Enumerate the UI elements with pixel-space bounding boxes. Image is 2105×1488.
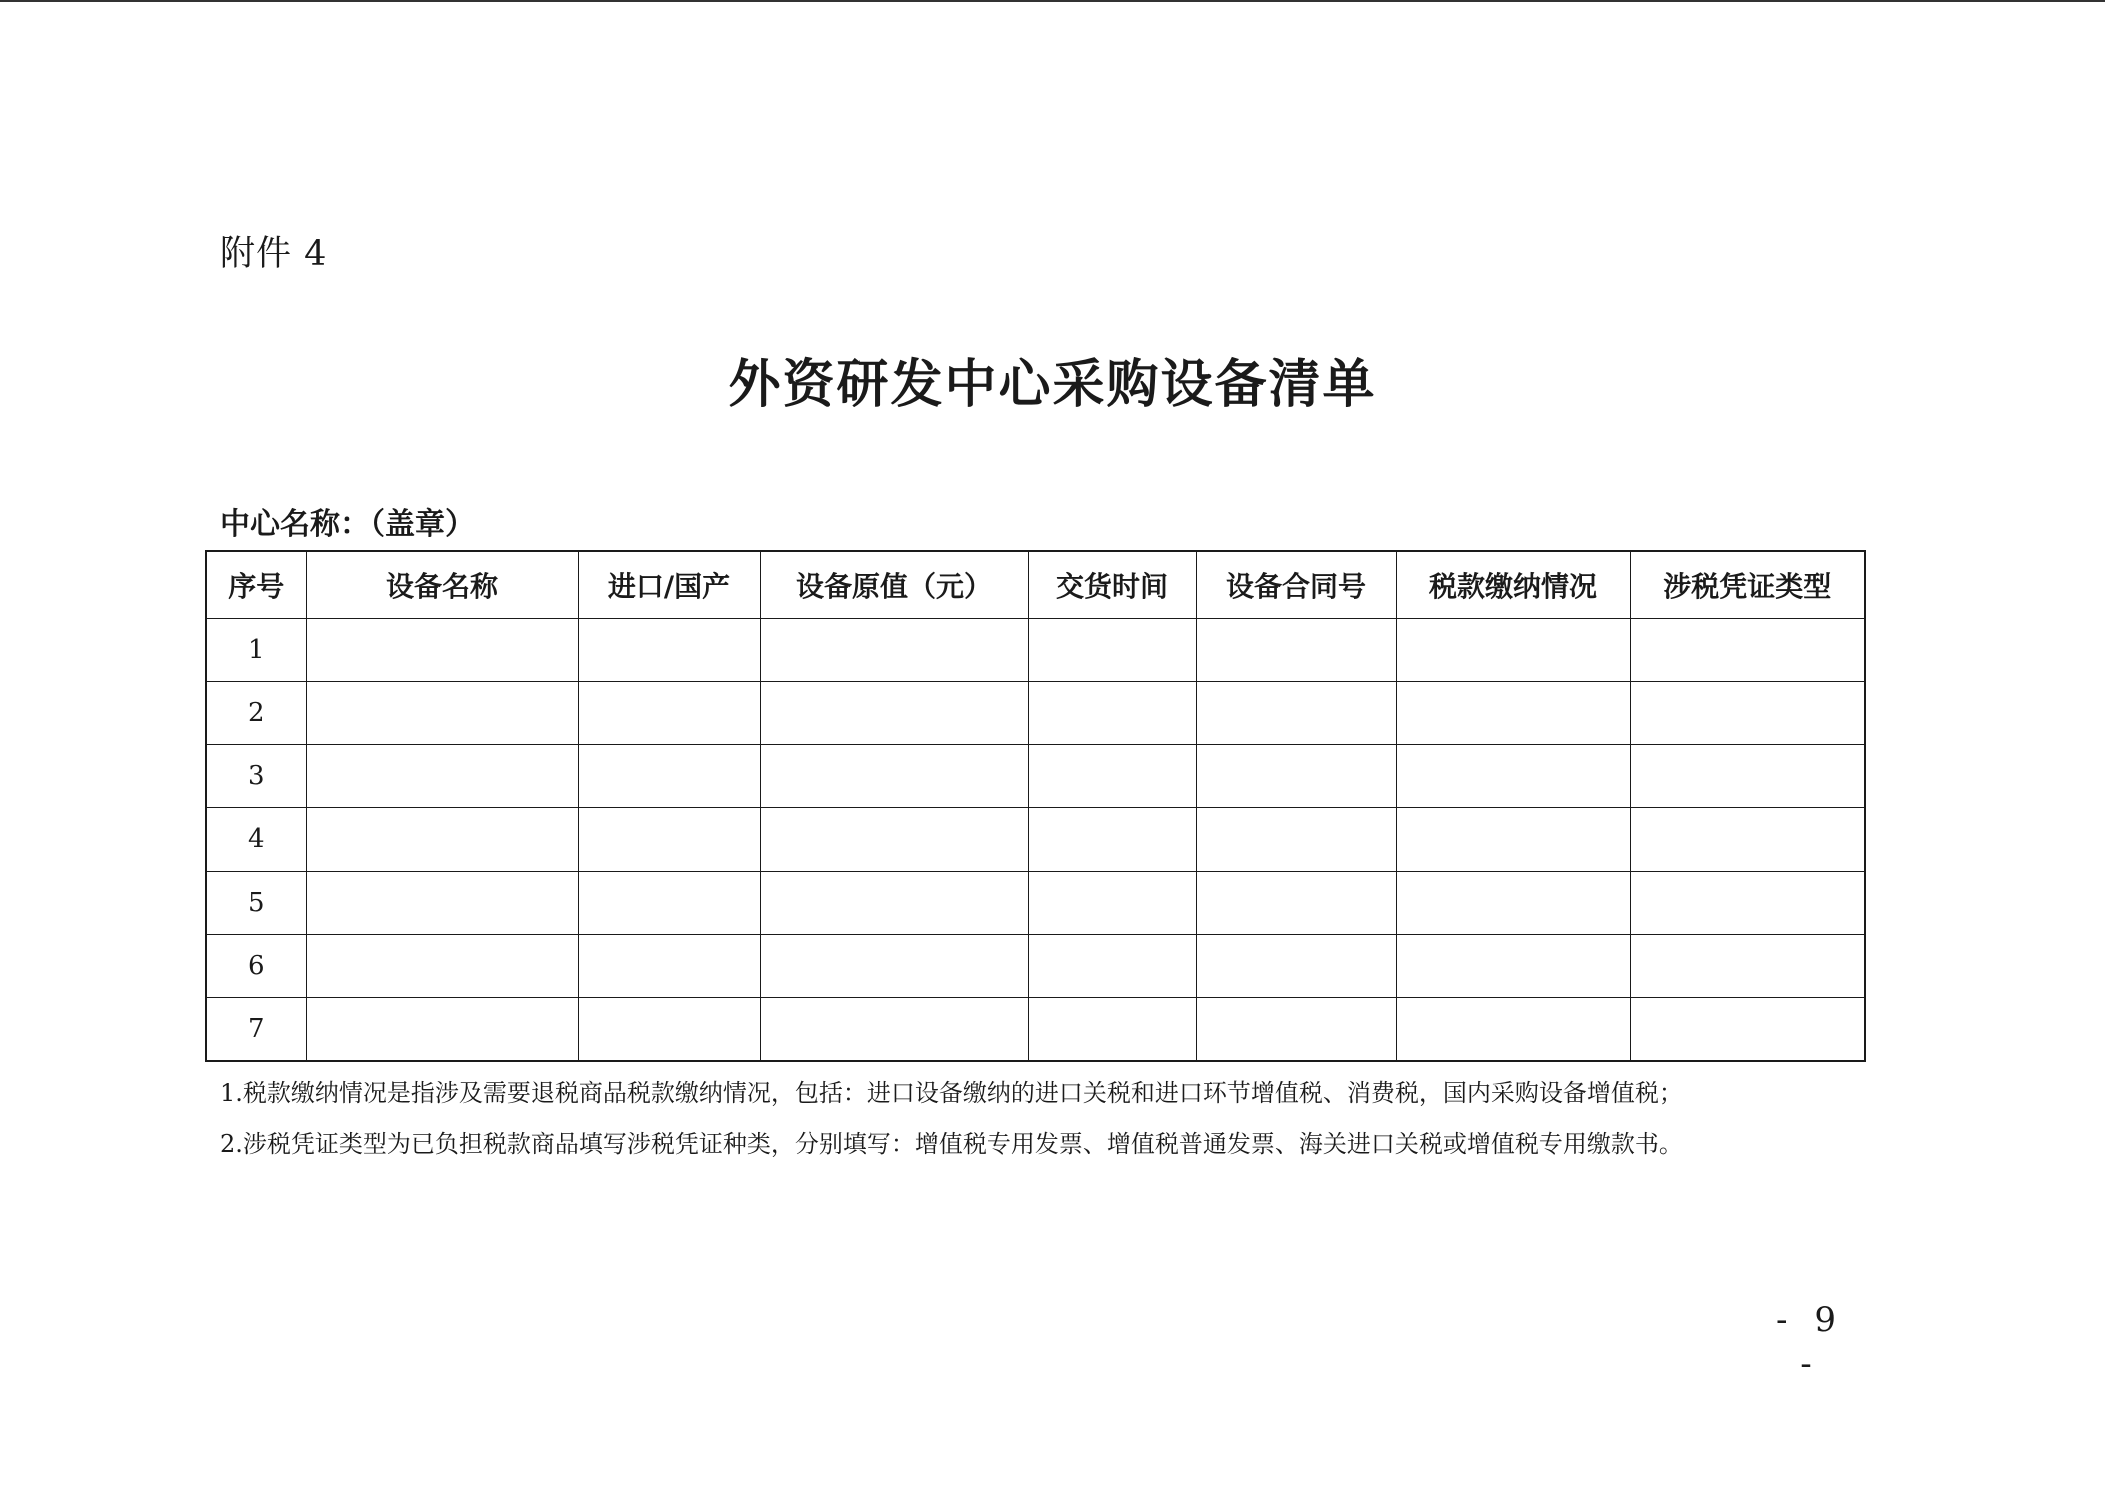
cell-tax-payment[interactable] bbox=[1396, 808, 1630, 871]
cell-original-value[interactable] bbox=[760, 934, 1028, 997]
page-number: - 9 - bbox=[1776, 1300, 1844, 1384]
cell-import-domestic[interactable] bbox=[578, 619, 760, 682]
document-title: 外资研发中心采购设备清单 bbox=[728, 354, 1377, 415]
cell-equipment-name[interactable] bbox=[306, 871, 578, 934]
cell-contract-number[interactable] bbox=[1196, 934, 1396, 997]
cell-tax-voucher-type[interactable] bbox=[1630, 682, 1865, 745]
table-body bbox=[206, 619, 1865, 1062]
footnote-1: 1.税款缴纳情况是指涉及需要退税商品税款缴纳情况，包括：进口设备缴纳的进口关税和进口环节增值税、消费税，国内采购设备增值税； bbox=[220, 1079, 1683, 1107]
cell-tax-voucher-type[interactable] bbox=[1630, 745, 1865, 808]
cell-import-domestic[interactable] bbox=[578, 808, 760, 871]
top-border-line bbox=[0, 0, 2105, 2]
cell-contract-number[interactable] bbox=[1196, 619, 1396, 682]
cell-original-value[interactable] bbox=[760, 745, 1028, 808]
table-row bbox=[206, 934, 1865, 997]
header-equipment-name: 设备名称 bbox=[306, 551, 578, 619]
cell-original-value[interactable] bbox=[760, 682, 1028, 745]
cell-import-domestic[interactable] bbox=[578, 934, 760, 997]
header-tax-payment: 税款缴纳情况 bbox=[1396, 551, 1630, 619]
header-tax-voucher-type: 涉税凭证类型 bbox=[1630, 551, 1865, 619]
header-original-value: 设备原值（元） bbox=[760, 551, 1028, 619]
cell-contract-number[interactable] bbox=[1196, 682, 1396, 745]
cell-serial-number: 6 bbox=[206, 934, 306, 997]
table-row bbox=[206, 997, 1865, 1061]
cell-tax-voucher-type[interactable] bbox=[1630, 871, 1865, 934]
header-delivery-time: 交货时间 bbox=[1028, 551, 1196, 619]
cell-original-value[interactable] bbox=[760, 997, 1028, 1061]
cell-tax-payment[interactable] bbox=[1396, 682, 1630, 745]
cell-import-domestic[interactable] bbox=[578, 682, 760, 745]
cell-serial-number: 3 bbox=[206, 745, 306, 808]
cell-tax-payment[interactable] bbox=[1396, 934, 1630, 997]
cell-equipment-name[interactable] bbox=[306, 808, 578, 871]
cell-tax-payment[interactable] bbox=[1396, 619, 1630, 682]
cell-serial-number: 4 bbox=[206, 808, 306, 871]
cell-delivery-time[interactable] bbox=[1028, 997, 1196, 1061]
cell-tax-voucher-type[interactable] bbox=[1630, 997, 1865, 1061]
cell-serial-number: 1 bbox=[206, 619, 306, 682]
center-name-label: 中心名称：（盖章） bbox=[220, 507, 475, 542]
table-row bbox=[206, 745, 1865, 808]
cell-contract-number[interactable] bbox=[1196, 997, 1396, 1061]
cell-tax-voucher-type[interactable] bbox=[1630, 934, 1865, 997]
cell-delivery-time[interactable] bbox=[1028, 682, 1196, 745]
table-row bbox=[206, 808, 1865, 871]
cell-delivery-time[interactable] bbox=[1028, 871, 1196, 934]
cell-tax-payment[interactable] bbox=[1396, 745, 1630, 808]
cell-equipment-name[interactable] bbox=[306, 619, 578, 682]
footnote-2: 2.涉税凭证类型为已负担税款商品填写涉税凭证种类，分别填写：增值税专用发票、增值税普通发票、海关进口关税或增值税专用缴款书。 bbox=[220, 1130, 1683, 1158]
equipment-table bbox=[205, 550, 1866, 1062]
table-row bbox=[206, 619, 1865, 682]
cell-tax-voucher-type[interactable] bbox=[1630, 808, 1865, 871]
cell-serial-number: 5 bbox=[206, 871, 306, 934]
cell-original-value[interactable] bbox=[760, 871, 1028, 934]
cell-tax-voucher-type[interactable] bbox=[1630, 619, 1865, 682]
cell-equipment-name[interactable] bbox=[306, 682, 578, 745]
cell-import-domestic[interactable] bbox=[578, 997, 760, 1061]
cell-original-value[interactable] bbox=[760, 619, 1028, 682]
header-serial-number: 序号 bbox=[206, 551, 306, 619]
cell-original-value[interactable] bbox=[760, 808, 1028, 871]
cell-delivery-time[interactable] bbox=[1028, 619, 1196, 682]
cell-delivery-time[interactable] bbox=[1028, 745, 1196, 808]
cell-equipment-name[interactable] bbox=[306, 934, 578, 997]
cell-import-domestic[interactable] bbox=[578, 871, 760, 934]
cell-equipment-name[interactable] bbox=[306, 997, 578, 1061]
table-row bbox=[206, 871, 1865, 934]
table-row bbox=[206, 682, 1865, 745]
cell-delivery-time[interactable] bbox=[1028, 934, 1196, 997]
cell-contract-number[interactable] bbox=[1196, 808, 1396, 871]
header-contract-number: 设备合同号 bbox=[1196, 551, 1396, 619]
cell-contract-number[interactable] bbox=[1196, 871, 1396, 934]
cell-serial-number: 2 bbox=[206, 682, 306, 745]
table-header-row bbox=[206, 551, 1865, 619]
attachment-label: 附件 4 bbox=[220, 234, 328, 274]
cell-serial-number: 7 bbox=[206, 997, 306, 1061]
cell-equipment-name[interactable] bbox=[306, 745, 578, 808]
cell-tax-payment[interactable] bbox=[1396, 871, 1630, 934]
header-import-domestic: 进口/国产 bbox=[578, 551, 760, 619]
cell-tax-payment[interactable] bbox=[1396, 997, 1630, 1061]
cell-delivery-time[interactable] bbox=[1028, 808, 1196, 871]
cell-contract-number[interactable] bbox=[1196, 745, 1396, 808]
cell-import-domestic[interactable] bbox=[578, 745, 760, 808]
